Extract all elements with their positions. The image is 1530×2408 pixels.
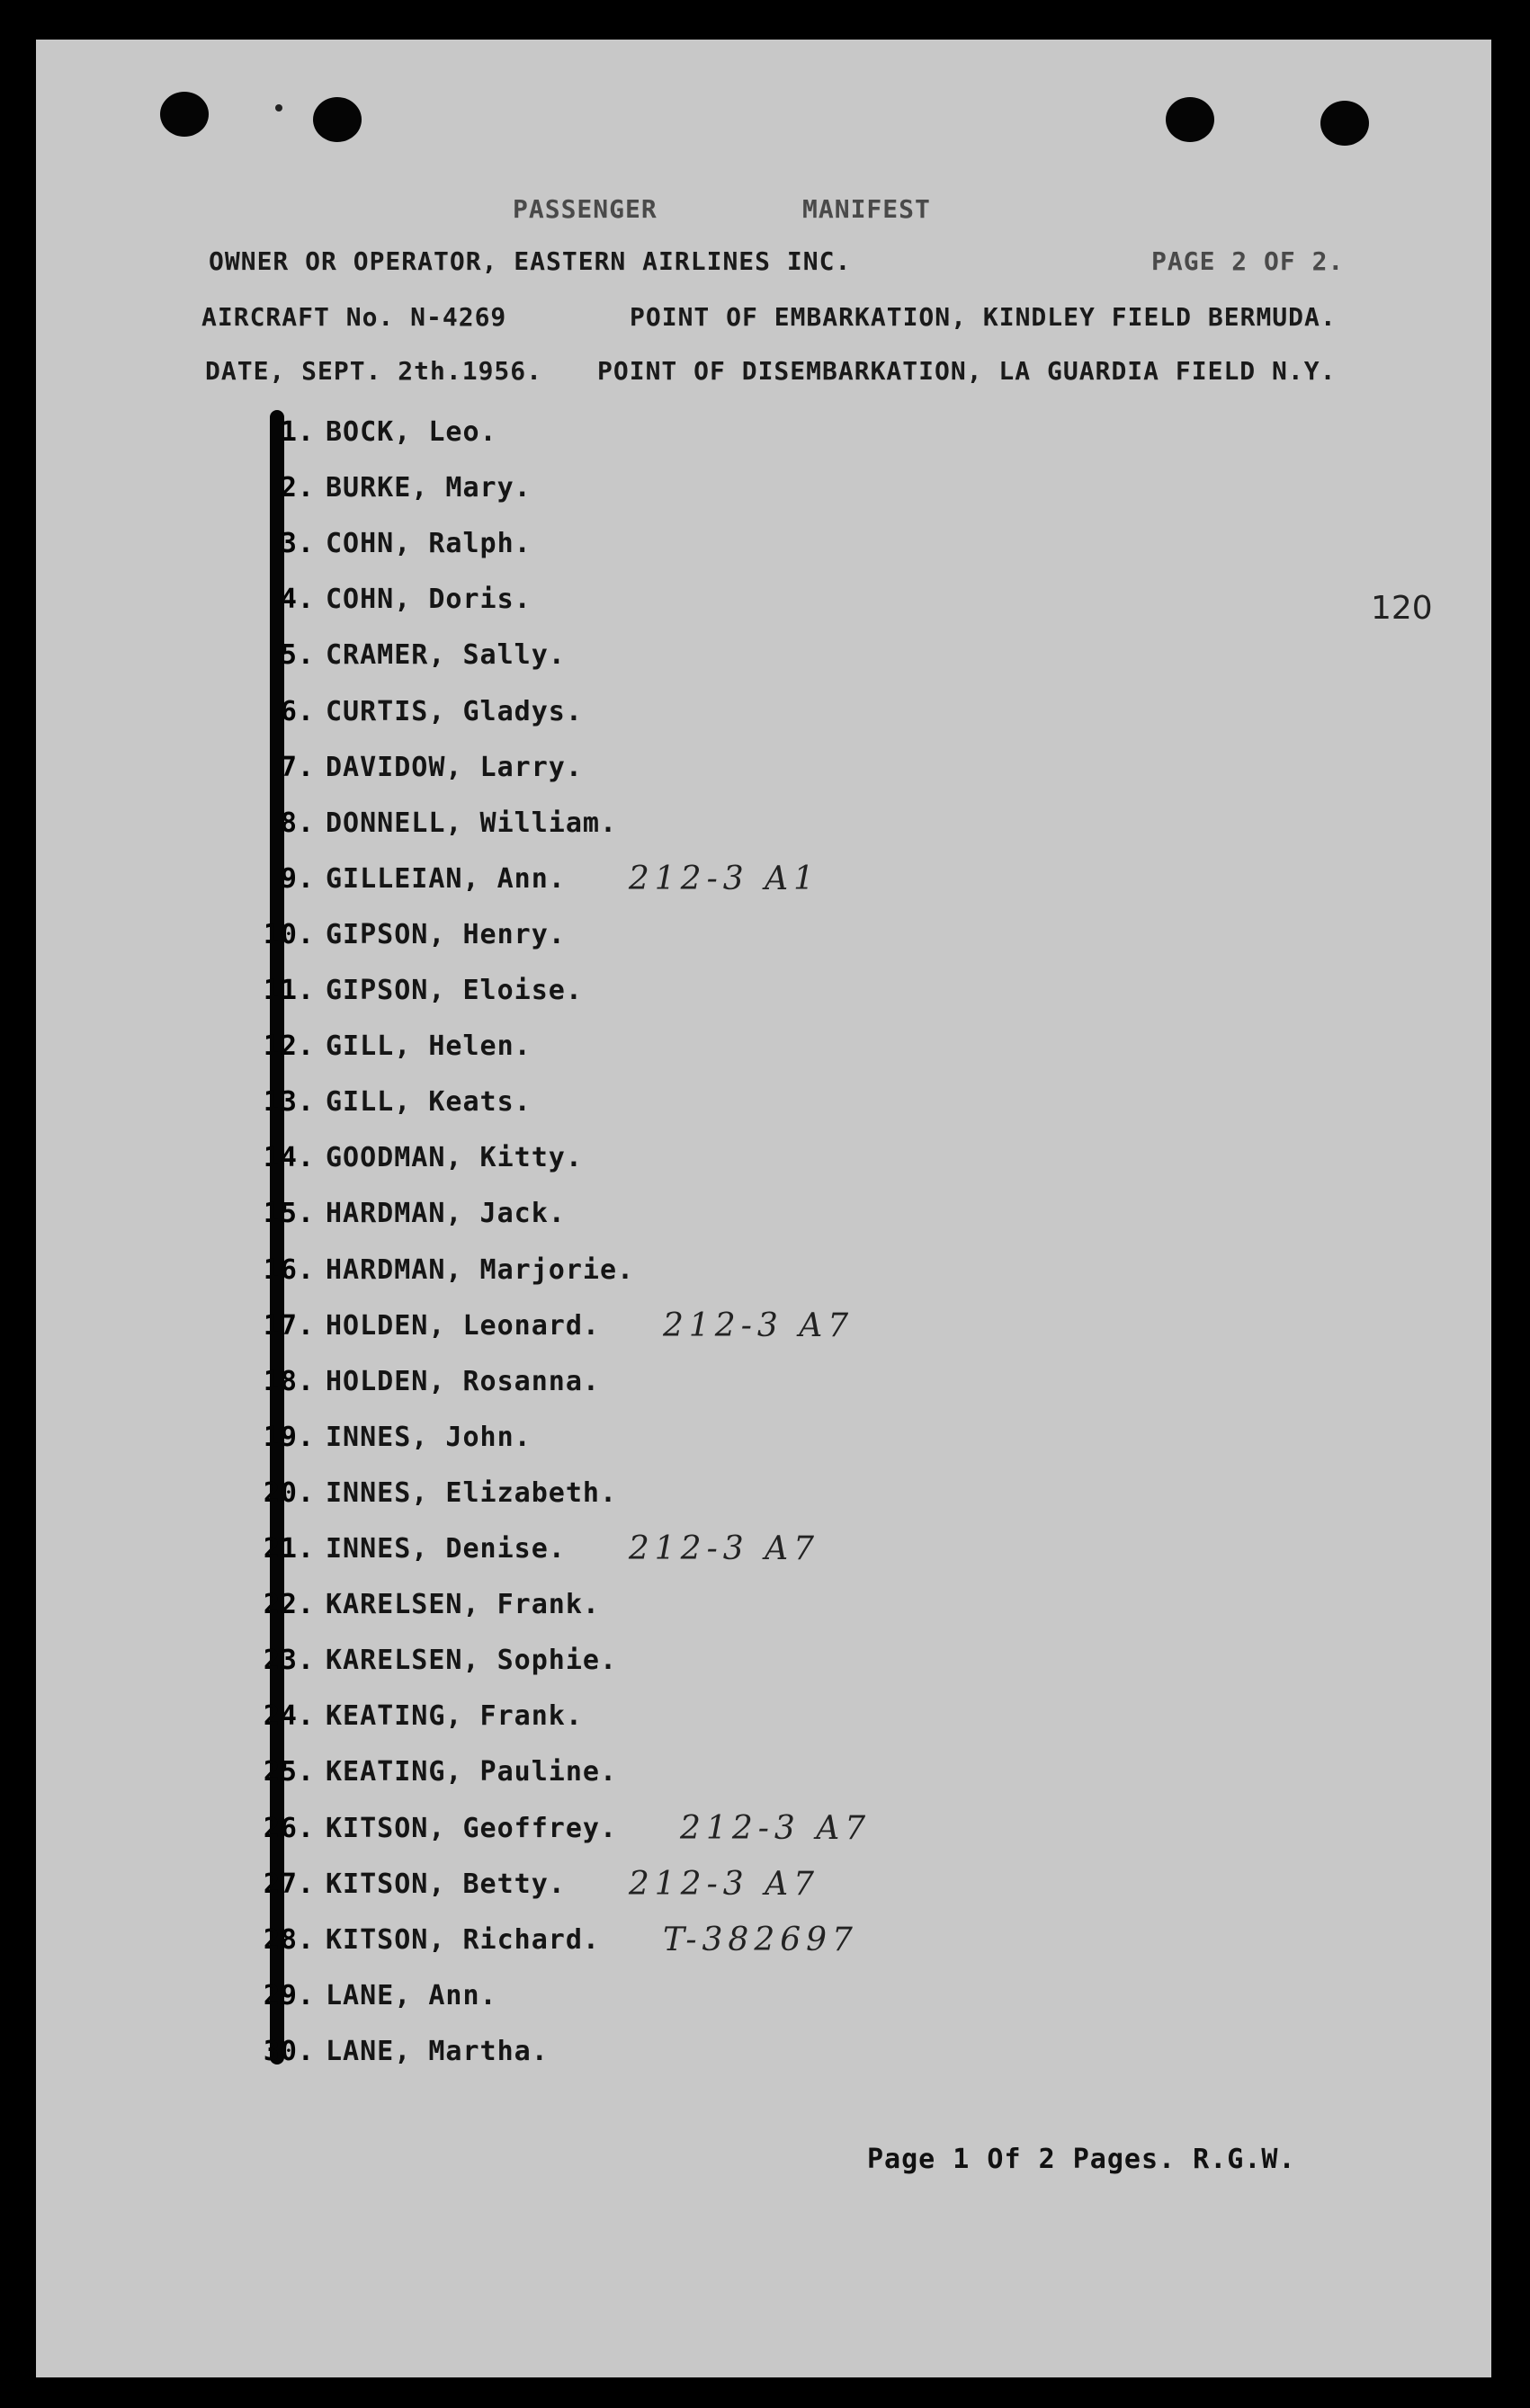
passenger-number: 6.	[280, 695, 315, 727]
passenger-number: 9.	[280, 862, 315, 895]
passenger-number: 25.	[263, 1755, 315, 1788]
passenger-name: CRAMER, Sally.	[326, 638, 566, 671]
passenger-name: KEATING, Frank.	[326, 1699, 583, 1732]
passenger-name: KITSON, Betty.	[326, 1868, 566, 1900]
passenger-name: HARDMAN, Jack.	[326, 1197, 566, 1229]
passenger-name: BOCK, Leo.	[326, 415, 497, 448]
passenger-number: 1.	[280, 415, 315, 448]
passenger-name: HOLDEN, Rosanna.	[326, 1365, 600, 1397]
passenger-name: LANE, Martha.	[326, 2035, 549, 2067]
passenger-name: GILL, Helen.	[326, 1030, 532, 1062]
passenger-name: HARDMAN, Marjorie.	[326, 1253, 635, 1286]
manifest-title-right: MANIFEST	[802, 194, 931, 224]
passenger-row	[252, 1191, 566, 1235]
passenger-number: 12.	[263, 1030, 315, 1062]
passenger-number: 22.	[263, 1588, 315, 1620]
passenger-number: 3.	[280, 527, 315, 559]
passenger-row	[252, 800, 617, 845]
passenger-number: 7.	[280, 751, 315, 783]
passenger-name: GIPSON, Henry.	[326, 918, 566, 950]
passenger-number: 30.	[263, 2035, 315, 2067]
passenger-row	[252, 968, 583, 1012]
passenger-name: HOLDEN, Leonard.	[326, 1309, 600, 1342]
passenger-row	[252, 912, 566, 957]
passenger-row	[252, 1247, 634, 1292]
handwritten-annotation: 212-3 A7	[662, 1307, 854, 1344]
passenger-number: 16.	[263, 1253, 315, 1286]
passenger-number: 5.	[280, 638, 315, 671]
passenger-number: 17.	[263, 1309, 315, 1342]
owner-line: OWNER OR OPERATOR, EASTERN AIRLINES INC.	[209, 246, 852, 276]
passenger-name: COHN, Doris.	[326, 583, 532, 615]
passenger-name: GILLEIAN, Ann.	[326, 862, 566, 895]
passenger-number: 26.	[263, 1812, 315, 1844]
passenger-row	[252, 1806, 871, 1851]
passenger-name: INNES, Elizabeth.	[326, 1476, 618, 1509]
passenger-number: 20.	[263, 1476, 315, 1509]
passenger-row	[252, 465, 532, 510]
passenger-number: 27.	[263, 1868, 315, 1900]
punch-hole	[1166, 97, 1214, 142]
point-of-embarkation: POINT OF EMBARKATION, KINDLEY FIELD BERMUDA.	[630, 302, 1337, 332]
passenger-number: 8.	[280, 807, 315, 839]
passenger-name: GOODMAN, Kitty.	[326, 1141, 583, 1173]
passenger-number: 2.	[280, 471, 315, 504]
passenger-name: CURTIS, Gladys.	[326, 695, 583, 727]
passenger-name: KITSON, Geoffrey.	[326, 1812, 618, 1844]
passenger-name: COHN, Ralph.	[326, 527, 532, 559]
passenger-name: BURKE, Mary.	[326, 471, 532, 504]
flight-date: DATE, SEPT. 2th.1956.	[205, 356, 543, 386]
passenger-number: 14.	[263, 1141, 315, 1173]
ink-speck	[275, 104, 282, 111]
handwritten-annotation: 212-3 A1	[628, 860, 820, 897]
passenger-name: DONNELL, William.	[326, 807, 618, 839]
passenger-number: 13.	[263, 1085, 315, 1118]
passenger-number: 15.	[263, 1197, 315, 1229]
punch-hole	[313, 97, 362, 142]
passenger-name: DAVIDOW, Larry.	[326, 751, 583, 783]
passenger-row	[252, 1359, 600, 1404]
passenger-row	[252, 1079, 532, 1124]
handwritten-annotation: 212-3 A7	[628, 1530, 820, 1567]
passenger-number: 10.	[263, 918, 315, 950]
passenger-row	[252, 1917, 858, 1962]
passenger-number: 21.	[263, 1532, 315, 1565]
passenger-name: KARELSEN, Sophie.	[326, 1644, 618, 1676]
passenger-row	[252, 1861, 819, 1906]
passenger-row	[252, 2029, 549, 2074]
passenger-row	[252, 1303, 854, 1348]
passenger-row	[252, 1582, 600, 1627]
handwritten-annotation: 212-3 A7	[680, 1809, 872, 1847]
passenger-row	[252, 521, 532, 566]
passenger-number: 28.	[263, 1923, 315, 1956]
passenger-row	[252, 1973, 497, 2018]
passenger-name: GIPSON, Eloise.	[326, 974, 583, 1006]
passenger-row	[252, 1023, 532, 1068]
passenger-name: GILL, Keats.	[326, 1085, 532, 1118]
passenger-number: 19.	[263, 1421, 315, 1453]
passenger-number: 29.	[263, 1979, 315, 2011]
passenger-number: 23.	[263, 1644, 315, 1676]
manifest-title-left: PASSENGER	[513, 194, 658, 224]
owner-line-right: PAGE 2 OF 2.	[1151, 246, 1345, 276]
folio-number: 120	[1371, 590, 1433, 627]
passenger-number: 4.	[280, 583, 315, 615]
passenger-name: KARELSEN, Frank.	[326, 1588, 600, 1620]
passenger-row	[252, 632, 566, 677]
passenger-row	[252, 745, 583, 789]
passenger-row	[252, 1414, 532, 1459]
page-footer: Page 1 Of 2 Pages. R.G.W.	[867, 2144, 1296, 2175]
passenger-row	[252, 1637, 617, 1682]
passenger-row	[252, 1749, 617, 1794]
passenger-number: 18.	[263, 1365, 315, 1397]
passenger-name: LANE, Ann.	[326, 1979, 497, 2011]
point-of-disembarkation: POINT OF DISEMBARKATION, LA GUARDIA FIELD N.Y.	[597, 356, 1337, 386]
passenger-row	[252, 689, 583, 734]
passenger-name: KITSON, Richard.	[326, 1923, 600, 1956]
passenger-row	[252, 1470, 617, 1515]
passenger-number: 24.	[263, 1699, 315, 1732]
punch-hole	[160, 92, 209, 137]
aircraft-number: AIRCRAFT No. N-4269	[201, 302, 507, 332]
punch-hole	[1320, 101, 1369, 146]
passenger-name: INNES, John.	[326, 1421, 532, 1453]
passenger-number: 11.	[263, 974, 315, 1006]
handwritten-annotation: T-382697	[662, 1921, 858, 1958]
passenger-name: KEATING, Pauline.	[326, 1755, 618, 1788]
handwritten-annotation: 212-3 A7	[628, 1865, 820, 1903]
passenger-row	[252, 1526, 819, 1571]
passenger-row	[252, 856, 819, 901]
passenger-row	[252, 1693, 583, 1738]
passenger-row	[252, 409, 497, 454]
passenger-row	[252, 576, 532, 621]
passenger-row	[252, 1135, 583, 1180]
passenger-name: INNES, Denise.	[326, 1532, 566, 1565]
